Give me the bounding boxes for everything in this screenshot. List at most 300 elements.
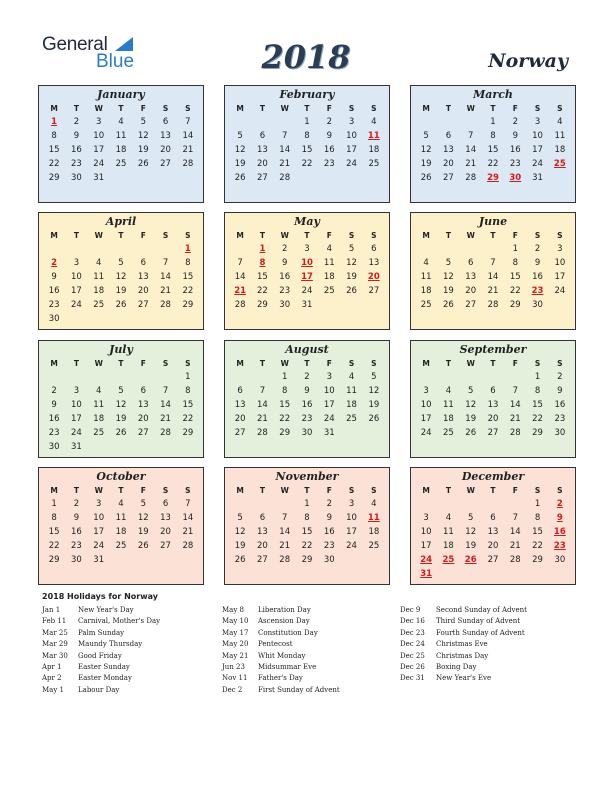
day: 17 (346, 145, 357, 155)
day: 16 (554, 400, 566, 410)
day: 12 (346, 258, 357, 268)
weekday-header: F (140, 231, 146, 240)
day: 11 (346, 386, 357, 396)
day: 22 (182, 414, 194, 424)
weekday-header: S (371, 104, 377, 113)
day: 22 (301, 159, 313, 169)
day: 10 (71, 400, 82, 410)
holiday-date: Feb 11 (42, 617, 67, 626)
day: 5 (140, 117, 146, 127)
day: 5 (118, 258, 124, 268)
weekday-header: M (50, 486, 58, 495)
weekday-header: S (557, 486, 563, 495)
day: 6 (467, 258, 474, 268)
day: 28 (465, 173, 477, 183)
holiday-item (222, 673, 340, 684)
holiday-date: Dec 16 (400, 617, 425, 626)
day: 19 (368, 400, 380, 410)
holiday-item (222, 651, 340, 662)
holiday-item (400, 651, 527, 662)
day: 26 (443, 300, 454, 310)
weekday-header: S (162, 104, 169, 113)
day: 25 (115, 159, 127, 169)
day: 12 (137, 131, 149, 141)
weekday-header: S (162, 231, 169, 240)
day: 13 (257, 145, 268, 155)
holiday-name: Whit Monday (258, 651, 306, 660)
day: 28 (279, 555, 291, 565)
day: 2 (73, 499, 80, 509)
day: 26 (346, 286, 357, 296)
day: 13 (160, 513, 171, 523)
weekday-header: M (422, 104, 430, 113)
empty-day (437, 370, 459, 384)
day: 14 (279, 527, 291, 537)
day: 11 (443, 400, 454, 410)
day-grid (225, 484, 389, 567)
day: 29 (257, 300, 268, 310)
day: 17 (93, 145, 105, 155)
weekday-header: T (118, 486, 124, 495)
day: 16 (71, 145, 82, 155)
day: 13 (487, 527, 499, 537)
day: 27 (137, 300, 149, 310)
holidays-title: 2018 Holidays for Norway (42, 592, 158, 601)
day: 17 (554, 272, 566, 282)
day: 31 (323, 428, 335, 438)
day: 1 (304, 117, 310, 127)
weekday-header: F (326, 359, 332, 368)
month-title: July (109, 343, 133, 356)
day: 8 (534, 386, 541, 396)
empty-day (110, 370, 132, 384)
holiday-item (222, 685, 340, 696)
day: 12 (420, 145, 432, 155)
day: 28 (509, 428, 521, 438)
holiday-item (42, 639, 160, 650)
weekday-header: F (512, 231, 518, 240)
weekday-header: S (534, 104, 541, 113)
day: 4 (445, 513, 452, 523)
month-december (410, 467, 576, 585)
holidays-column (42, 605, 160, 696)
day: 14 (279, 145, 291, 155)
empty-day (251, 370, 273, 384)
day: 7 (281, 131, 288, 141)
holiday-date: Jan 1 (42, 606, 61, 614)
day: 8 (534, 513, 541, 523)
day: 15 (257, 272, 268, 282)
day: 13 (160, 131, 171, 141)
month-october (38, 467, 204, 585)
day: 3 (557, 244, 563, 254)
holiday-date: May 21 (222, 651, 249, 660)
weekday-header: T (304, 486, 310, 495)
day: 14 (509, 400, 521, 410)
day: 9 (73, 131, 80, 141)
empty-day (482, 497, 504, 511)
day: 10 (420, 527, 432, 537)
weekday-header: T (73, 104, 79, 113)
day: 4 (118, 499, 124, 509)
day: 1 (51, 499, 57, 509)
weekday-header: M (50, 231, 58, 240)
day: 24 (346, 159, 357, 169)
day: 27 (487, 428, 499, 438)
empty-day (482, 370, 504, 384)
day: 24 (71, 428, 82, 438)
day: 15 (48, 145, 60, 155)
holiday-name: New Year's Day (78, 606, 134, 614)
day: 9 (73, 513, 80, 523)
holiday-day: 25 (553, 159, 566, 169)
day: 31 (532, 173, 543, 183)
day: 3 (95, 117, 102, 127)
empty-day (65, 370, 87, 384)
day: 14 (257, 400, 268, 410)
day: 14 (182, 513, 194, 523)
day: 30 (554, 555, 566, 565)
weekday-header: W (466, 486, 475, 495)
day: 4 (95, 386, 102, 396)
day: 28 (234, 300, 246, 310)
empty-day (110, 242, 132, 256)
day: 14 (182, 131, 194, 141)
month-title: October (96, 470, 146, 483)
month-title: June (478, 215, 508, 228)
weekday-header: S (371, 359, 377, 368)
day: 12 (234, 527, 246, 537)
day: 9 (51, 272, 57, 282)
holiday-name: First Sunday of Advent (258, 685, 340, 694)
empty-day (132, 242, 154, 256)
holiday-name: Labour Day (78, 685, 120, 694)
holiday-name: Easter Sunday (78, 662, 130, 671)
day: 30 (71, 173, 82, 183)
empty-day (415, 497, 437, 511)
day: 27 (487, 555, 499, 565)
day: 29 (279, 428, 291, 438)
holiday-name: Good Friday (78, 651, 122, 660)
day: 19 (234, 159, 246, 169)
weekday-header: T (490, 231, 496, 240)
holiday-day: 23 (531, 286, 544, 296)
month-february (224, 85, 390, 203)
day: 4 (348, 372, 355, 382)
weekday-header: W (280, 359, 289, 368)
day: 2 (281, 244, 288, 254)
day: 8 (512, 258, 518, 268)
weekday-header: M (422, 231, 430, 240)
day: 19 (115, 286, 127, 296)
holiday-item (400, 673, 527, 684)
day: 21 (160, 286, 171, 296)
day-grid (39, 484, 203, 567)
day: 29 (301, 555, 313, 565)
day: 31 (93, 173, 105, 183)
day: 15 (182, 400, 194, 410)
day: 18 (323, 272, 335, 282)
day: 14 (509, 527, 521, 537)
holiday-item (42, 605, 160, 616)
day: 23 (554, 414, 566, 424)
day: 15 (301, 145, 313, 155)
day: 17 (420, 414, 432, 424)
day: 29 (532, 555, 543, 565)
day: 19 (420, 159, 432, 169)
holiday-day: 17 (301, 272, 313, 282)
weekday-header: S (348, 486, 355, 495)
holiday-name: Second Sunday of Advent (436, 606, 527, 614)
empty-day (415, 115, 437, 129)
weekday-header: S (348, 231, 355, 240)
day: 16 (532, 272, 543, 282)
day: 17 (93, 527, 105, 537)
day: 5 (467, 386, 474, 396)
day: 1 (185, 372, 191, 382)
weekday-header: F (140, 104, 146, 113)
holiday-date: Mar 29 (42, 640, 68, 649)
month-november (224, 467, 390, 585)
day: 15 (48, 527, 60, 537)
day: 11 (554, 131, 566, 141)
day: 7 (162, 258, 169, 268)
day: 25 (368, 541, 380, 551)
day: 26 (368, 414, 380, 424)
holiday-day: 31 (420, 569, 433, 579)
day: 10 (420, 400, 432, 410)
weekday-header: M (422, 359, 430, 368)
holiday-day: 11 (367, 513, 380, 523)
day: 21 (257, 414, 268, 424)
weekday-header: T (445, 486, 451, 495)
holiday-day: 9 (556, 513, 563, 523)
weekday-header: W (94, 486, 103, 495)
day: 7 (185, 499, 191, 509)
holidays-column (222, 605, 340, 696)
day: 26 (137, 541, 149, 551)
day: 31 (301, 300, 313, 310)
day: 23 (71, 541, 82, 551)
weekday-header: S (371, 231, 377, 240)
day: 3 (348, 499, 355, 509)
day: 19 (137, 145, 149, 155)
day-grid (225, 229, 389, 312)
day: 26 (420, 173, 432, 183)
holiday-date: Jun 23 (222, 662, 245, 671)
holiday-day: 20 (367, 272, 380, 282)
day: 30 (532, 300, 543, 310)
weekday-header: S (185, 486, 191, 495)
weekday-header: M (422, 486, 430, 495)
holiday-day: 8 (259, 258, 266, 268)
weekday-header: T (304, 359, 310, 368)
day: 2 (534, 244, 541, 254)
holiday-name: Liberation Day (258, 606, 311, 614)
day: 3 (73, 258, 80, 268)
holiday-item (400, 605, 527, 616)
empty-day (460, 115, 482, 129)
empty-day (415, 242, 437, 256)
weekday-header: T (73, 359, 79, 368)
weekday-header: W (280, 104, 289, 113)
day: 23 (48, 300, 60, 310)
holiday-item (400, 628, 527, 639)
day: 15 (487, 145, 499, 155)
day: 19 (443, 286, 454, 296)
holiday-date: May 8 (222, 606, 244, 614)
weekday-header: F (140, 486, 146, 495)
holiday-item (222, 662, 340, 673)
day: 20 (487, 541, 499, 551)
day: 21 (509, 541, 521, 551)
day: 6 (140, 386, 146, 396)
weekday-header: S (371, 486, 377, 495)
month-title: November (275, 470, 339, 483)
calendar-year: 2018 (261, 38, 351, 76)
day: 22 (532, 541, 543, 551)
day: 12 (443, 272, 454, 282)
weekday-header: W (466, 231, 475, 240)
day-grid (411, 102, 575, 185)
empty-day (460, 242, 482, 256)
day: 2 (51, 386, 57, 396)
day: 16 (71, 527, 82, 537)
day: 5 (237, 131, 243, 141)
day: 10 (93, 131, 105, 141)
day: 27 (234, 428, 246, 438)
weekday-header: M (236, 104, 244, 113)
day: 2 (512, 117, 518, 127)
month-june (410, 212, 576, 330)
holiday-date: Nov 11 (222, 674, 248, 683)
day: 17 (420, 541, 432, 551)
day: 1 (490, 117, 496, 127)
day: 11 (323, 258, 335, 268)
holiday-name: Pentecost (258, 640, 293, 649)
holiday-item (400, 616, 527, 627)
day: 29 (182, 428, 194, 438)
holiday-name: Constitution Day (258, 628, 318, 637)
empty-day (251, 115, 273, 129)
empty-day (415, 370, 437, 384)
holiday-name: Fourth Sunday of Advent (436, 628, 525, 637)
holiday-item (222, 639, 340, 650)
holiday-date: Mar 25 (42, 628, 68, 637)
day: 4 (118, 117, 124, 127)
month-title: March (473, 88, 513, 101)
day: 13 (137, 272, 149, 282)
day: 16 (509, 145, 521, 155)
day: 26 (137, 159, 149, 169)
holiday-item (400, 639, 527, 650)
day: 9 (557, 386, 563, 396)
holiday-name: Easter Monday (78, 674, 132, 683)
day: 19 (465, 414, 477, 424)
day: 27 (465, 300, 477, 310)
holiday-day: 1 (259, 244, 266, 254)
day: 2 (304, 372, 310, 382)
day: 14 (487, 272, 499, 282)
day: 10 (323, 386, 335, 396)
empty-day (43, 242, 65, 256)
holiday-item (222, 628, 340, 639)
day: 5 (118, 386, 124, 396)
day: 3 (326, 372, 332, 382)
weekday-header: S (534, 486, 541, 495)
day: 1 (304, 499, 310, 509)
weekday-header: T (73, 231, 79, 240)
empty-day (88, 242, 110, 256)
day: 19 (465, 541, 477, 551)
weekday-header: T (445, 231, 451, 240)
day: 3 (534, 117, 541, 127)
day: 3 (423, 513, 429, 523)
weekday-header: W (466, 359, 475, 368)
day: 30 (71, 555, 82, 565)
holiday-date: Dec 9 (400, 606, 421, 614)
empty-day (229, 497, 251, 511)
day: 28 (257, 428, 268, 438)
day: 24 (420, 428, 432, 438)
day: 30 (48, 442, 60, 452)
month-january (38, 85, 204, 203)
day-grid (225, 102, 389, 185)
day: 7 (512, 513, 518, 523)
day: 15 (182, 272, 194, 282)
holiday-date: May 10 (222, 617, 249, 626)
weekday-header: S (162, 486, 169, 495)
day: 11 (420, 272, 432, 282)
day: 31 (93, 555, 105, 565)
day: 12 (465, 527, 477, 537)
day: 16 (48, 414, 60, 424)
day: 13 (368, 258, 380, 268)
day: 16 (301, 400, 313, 410)
holiday-name: Christmas Eve (436, 640, 488, 649)
empty-day (154, 370, 176, 384)
day: 23 (279, 286, 291, 296)
month-title: August (285, 343, 329, 356)
day: 17 (532, 145, 543, 155)
month-march (410, 85, 576, 203)
day: 26 (115, 300, 127, 310)
day: 20 (443, 159, 454, 169)
day: 17 (323, 400, 335, 410)
weekday-header: S (185, 359, 191, 368)
weekday-header: M (50, 104, 58, 113)
holiday-day: 16 (553, 527, 566, 537)
month-august (224, 340, 390, 458)
weekday-header: F (326, 486, 332, 495)
day: 13 (234, 400, 246, 410)
day: 16 (48, 286, 60, 296)
holiday-date: Dec 26 (400, 662, 425, 671)
holiday-name: Father's Day (258, 674, 303, 683)
day-grid (411, 484, 575, 581)
country-name: Norway (488, 50, 568, 72)
holiday-day: 23 (553, 541, 566, 551)
day: 12 (368, 386, 380, 396)
day: 24 (323, 414, 335, 424)
holiday-date: May 1 (42, 685, 64, 694)
day: 11 (115, 131, 127, 141)
month-title: May (294, 215, 320, 228)
empty-day (251, 497, 273, 511)
weekday-header: T (445, 104, 451, 113)
day-grid (411, 357, 575, 440)
day: 10 (532, 131, 543, 141)
